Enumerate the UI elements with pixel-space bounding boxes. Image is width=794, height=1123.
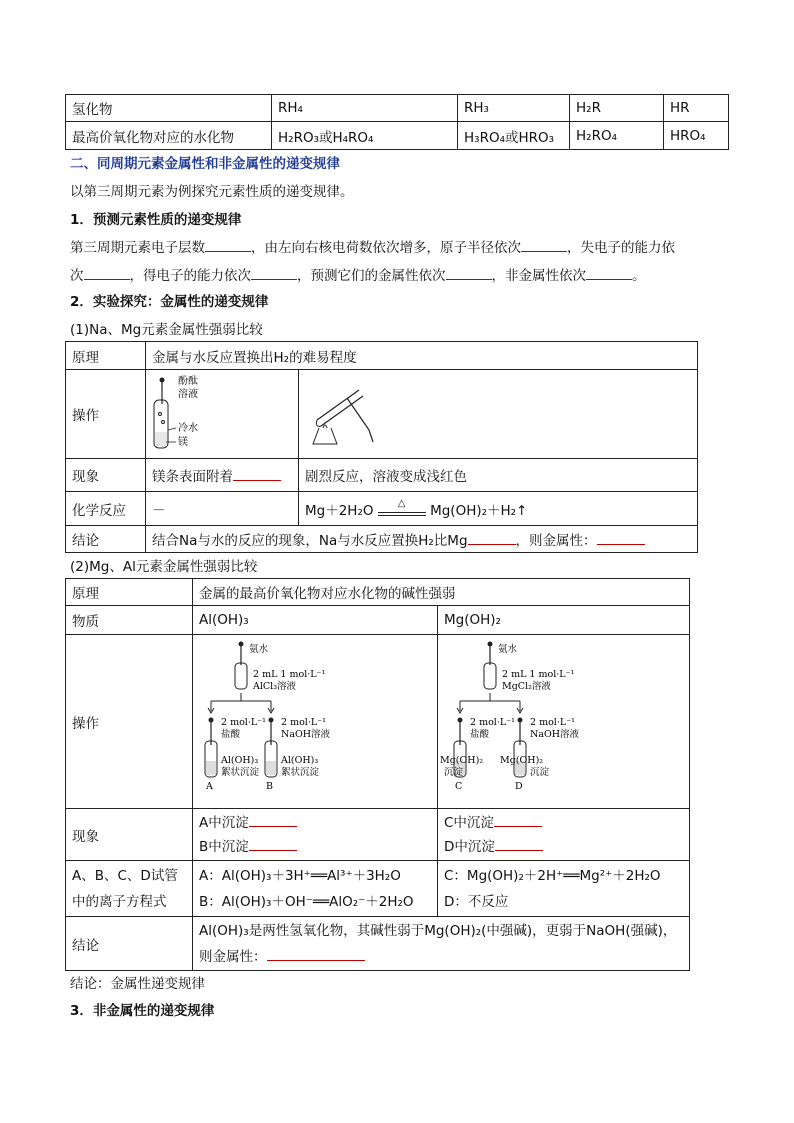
cell: H₂RO₃或H₄RO₄ (272, 122, 458, 150)
figure-cell (438, 635, 690, 809)
label-text: 2 mol·L⁻¹ (470, 717, 515, 728)
label-text: 冷水 (178, 423, 198, 434)
reaction-arrow: △ (378, 504, 426, 518)
label-text: 氨水 (249, 644, 269, 655)
cell: H₂RO₄ (570, 122, 664, 150)
label-text: 絮状沉淀 (221, 767, 260, 778)
test-tube-figure (146, 370, 298, 454)
label-text: Mg(OH)₂ (500, 755, 544, 766)
label-text: 2 mol·L⁻¹ (530, 717, 575, 728)
cell: Mg＋2H₂O △ Mg(OH)₂＋H₂↑ (299, 492, 698, 526)
row-label: 操作 (66, 370, 146, 459)
label-text: 沉淀 (530, 767, 550, 778)
cell: HRO₄ (664, 122, 729, 150)
answer-blank[interactable] (468, 543, 516, 545)
figure-cell (146, 370, 299, 459)
part-title: (2)Mg、Al元素金属性强弱比较 (70, 559, 258, 575)
cell: C中沉淀 D中沉淀 (438, 809, 690, 861)
label-text: MgCl₂溶液 (502, 681, 551, 692)
label-text: 酚酞 (178, 376, 198, 387)
row-label: 化学反应 (66, 492, 146, 526)
answer-blank[interactable] (267, 959, 365, 961)
label-text: 沉淀 (444, 767, 464, 778)
subsection-title: 1．预测元素性质的递变规律 (70, 212, 242, 228)
label-text: 盐酸 (470, 729, 490, 740)
mg-al-table (65, 578, 690, 971)
answer-blank[interactable] (494, 825, 542, 827)
answer-blank[interactable] (233, 479, 281, 481)
answer-blank[interactable] (521, 250, 567, 252)
label-text: D (515, 781, 523, 792)
answer-blank[interactable] (251, 278, 297, 280)
label-text: Mg(OH)₂ (440, 755, 484, 766)
row-label: 物质 (66, 606, 193, 635)
cell: C：Mg(OH)₂＋2H⁺══Mg²⁺＋2H₂O D：不反应 (438, 861, 690, 917)
paragraph-line: 次 ，得电子的能力依次 ，预测它们的金属性依次 ，非金属性依次 。 (70, 268, 646, 284)
label-text: 镁 (178, 437, 188, 448)
row-label: 结论 (66, 526, 146, 553)
cell: － (146, 492, 299, 526)
row-label: 现象 (66, 459, 146, 492)
paragraph-line: 第三周期元素电子层数 ，由左向右核电荷数依次增多，原子半径依次 ，失电子的能力依 (70, 240, 675, 256)
answer-blank[interactable] (205, 250, 251, 252)
label-text: 2 mol·L⁻¹ (281, 717, 326, 728)
section-title: 二、同周期元素金属性和非金属性的递变规律 (70, 156, 340, 172)
label-text: 氨水 (498, 644, 518, 655)
hydride-table (65, 94, 729, 150)
mg-experiment-figure (438, 635, 686, 804)
row-label: 操作 (66, 635, 193, 809)
label-text: 絮状沉淀 (281, 767, 320, 778)
na-mg-table (65, 341, 698, 553)
cell: 镁条表面附着 (146, 459, 299, 492)
label-text: 溶液 (178, 389, 198, 400)
label-text: Al(OH)₃ (221, 755, 259, 766)
answer-blank[interactable] (446, 278, 492, 280)
cell: Al(OH)₃是两性氢氧化物，其碱性弱于Mg(OH)₂(中强碱)，更弱于NaOH(强碱)， 则金属性： (193, 917, 690, 971)
part-title: (1)Na、Mg元素金属性强弱比较 (70, 322, 263, 338)
conclusion-text: 结论：金属性递变规律 (70, 976, 205, 992)
label-text: C (455, 781, 463, 792)
label-text: A (206, 781, 213, 792)
row-label: 结论 (66, 917, 193, 971)
figure-cell (193, 635, 438, 809)
answer-blank[interactable] (586, 278, 632, 280)
cell: A中沉淀 B中沉淀 (193, 809, 438, 861)
subsection-title: 2．实验探究：金属性的递变规律 (70, 294, 269, 310)
figure-cell (299, 370, 698, 459)
answer-blank[interactable] (597, 543, 645, 545)
row-label: 氢化物 (66, 95, 272, 122)
label-text: 2 mL 1 mol·L⁻¹ (253, 669, 326, 680)
cell: 剧烈反应，溶液变成浅红色 (299, 459, 698, 492)
row-label: A、B、C、D试管 中的离子方程式 (66, 861, 193, 917)
cell: RH₄ (272, 95, 458, 122)
answer-blank[interactable] (84, 278, 130, 280)
cell: H₂R (570, 95, 664, 122)
row-label: 原理 (66, 579, 193, 606)
cell: 金属的最高价氧化物对应水化物的碱性强弱 (193, 579, 690, 606)
subsection-title: 3．非金属性的递变规律 (70, 1003, 215, 1019)
label-text: Al(OH)₃ (281, 755, 319, 766)
label-text: B (266, 781, 273, 792)
cell: A：Al(OH)₃＋3H⁺══Al³⁺＋3H₂O B：Al(OH)₃＋OH⁻══AlO₂⁻＋2H₂O (193, 861, 438, 917)
label-text: 2 mL 1 mol·L⁻¹ (502, 669, 575, 680)
label-text: AlCl₃溶液 (253, 681, 297, 692)
label-text: NaOH溶液 (530, 729, 580, 740)
cell: H₃RO₄或HRO₃ (458, 122, 570, 150)
intro-text: 以第三周期元素为例探究元素性质的递变规律。 (70, 184, 354, 200)
label-text: NaOH溶液 (281, 729, 331, 740)
row-label: 最高价氧化物对应的水化物 (66, 122, 272, 150)
answer-blank[interactable] (495, 849, 543, 851)
label-text: 2 mol·L⁻¹ (221, 717, 266, 728)
cell: Al(OH)₃ (193, 606, 438, 635)
answer-blank[interactable] (249, 849, 297, 851)
cell: 金属与水反应置换出H₂的难易程度 (146, 342, 698, 370)
al-experiment-figure (193, 635, 437, 804)
answer-blank[interactable] (249, 825, 297, 827)
row-label: 现象 (66, 809, 193, 861)
label-text: 盐酸 (221, 729, 241, 740)
cell: HR (664, 95, 729, 122)
cell: Mg(OH)₂ (438, 606, 690, 635)
row-label: 原理 (66, 342, 146, 370)
heating-apparatus-figure (299, 370, 679, 454)
cell: 结合Na与水的反应的现象，Na与水反应置换H₂比Mg ，则金属性： (146, 526, 698, 553)
cell: RH₃ (458, 95, 570, 122)
